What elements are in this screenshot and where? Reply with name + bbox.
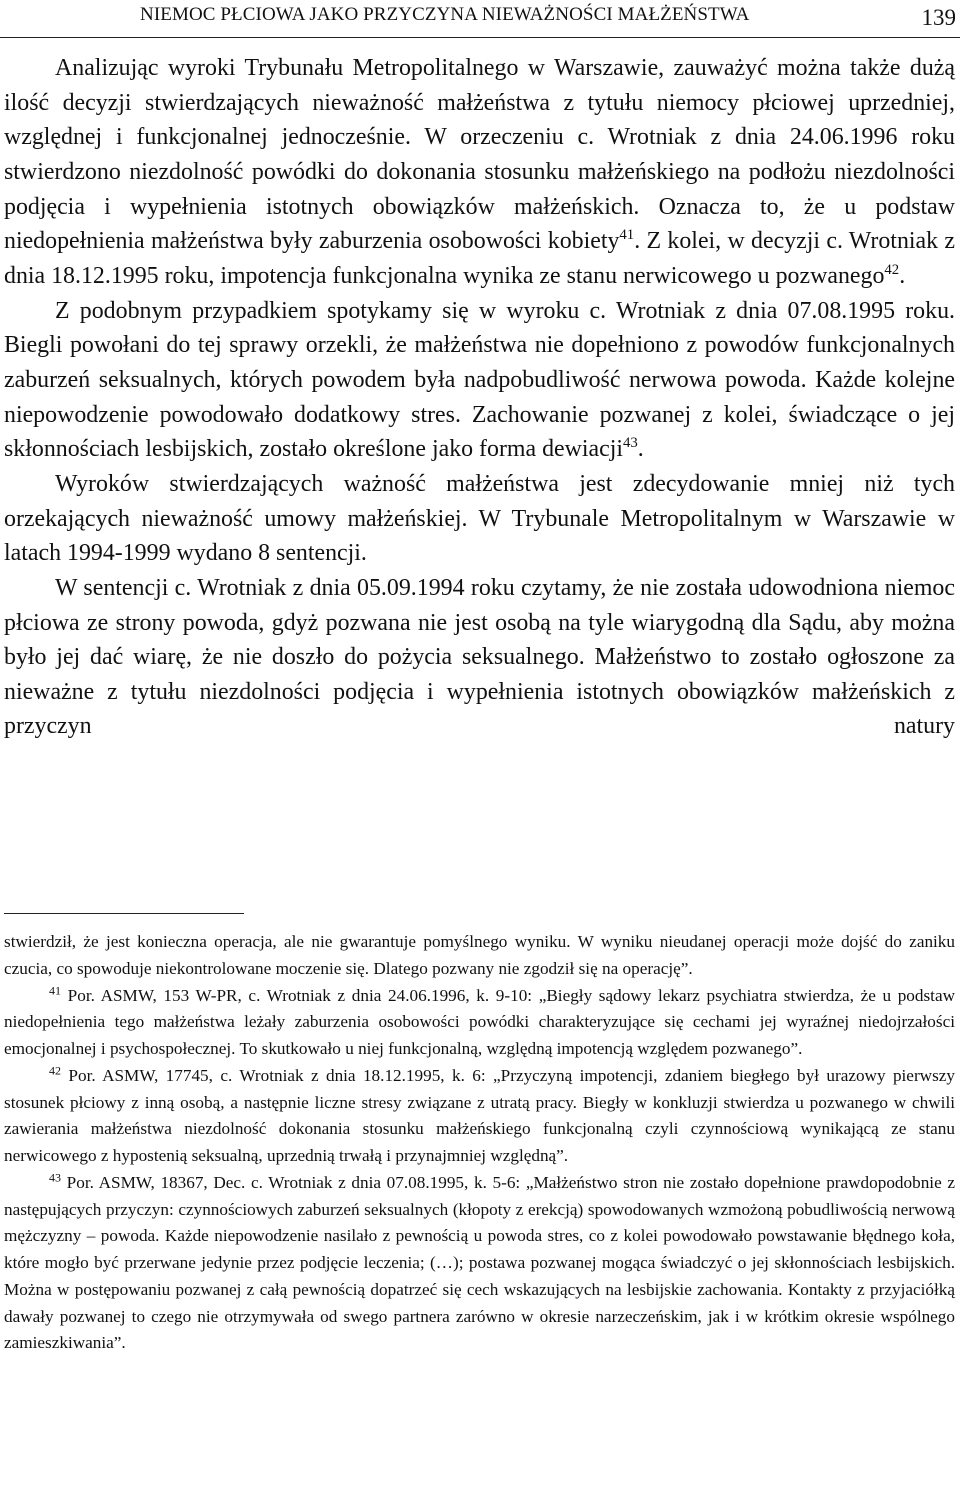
paragraph-4-line-2: udowodniona niemoc płciowa ze strony powoda, gdyż pozwana nie jest osobą na [4,574,955,636]
footnote-42 [4,1063,955,1170]
footnote-43-marker: 43 [49,1170,62,1185]
paragraph-2-text-b: . [637,436,644,463]
main-text [4,51,955,744]
paragraph-4-line-3: tyle wiarygodną dla Sądu, aby można było jej dać wiarę, że nie doszło do pożycia [4,609,955,671]
footnote-continued: stwierdził, że jest konieczna operacja, ale nie gwarantuje pomyślnego wyniku. W wyniku nieudanej operacji może dojść do zaniku czucia, co spowoduje niekontrolowane moczenie się. Dlatego pozwany nie zgodził się na operację”. [4,932,955,978]
paragraph-1 [4,51,955,294]
footnotes [4,929,955,1357]
paragraph-2-text-a: Z podobnym przypadkiem spotykamy się w wyroku c. Wrotniak z dnia 07.08.1995 roku. Biegli powołani do tej sprawy orzekli, że małżeństwa nie dopełniono z powodów funkcjonalnych zaburzeń seksualnych, których powodem była nadpobudliwość nerwowa powoda. Każde kolejne niepowodzenie powodowało dodatkowy stres. Zachowanie pozwanej z kolei, świadczące o jej skłonnościach lesbijskich, zostało określone jako forma dewiacji [4,297,955,463]
footnote-42-text: Por. ASMW, 17745, c. Wrotniak z dnia 18.12.1995, k. 6: „Przyczyną impotencji, zdaniem biegłego był urazowy pierwszy stosunek płciowy z inną osobą, a następnie liczne stresy związane z utratą pracy. Biegły w konkluzji stwierdza u pozwanego w chwili zawierania małżeństwa niezdolność dokonania stosunku małżeńskiego funkcjonalną czyli czynnościową wynikającą ze stanu nerwicowego z hypostenią seksualną, uprzednią trwałą i przynajmniej względną”. [4,1065,955,1165]
header-rule [0,37,960,38]
footnote-42-marker: 42 [49,1063,62,1078]
running-header [0,0,960,40]
paragraph-1-text-a: Analizując wyroki Trybunału Metropolitalnego w Warszawie, zauważyć można także dużą ilość decyzji stwierdzających nieważność małżeństwa z tytułu niemocy płciowej uprzedniej, względnej i funkcjonalnej jednocześnie. W orzeczeniu c. Wrotniak z dnia 24.06.1996 roku stwierdzono niezdolność powódki do dokonania stosunku małżeńskiego na podłożu niezdolności podjęcia i wypełnienia istotnych obowiązków małżeńskich. Oznacza to, że u podstaw niedopełnienia małżeństwa były zaburzenia osobowości kobiety [4,55,955,255]
footnote-ref-43[interactable]: 43 [623,435,638,452]
paragraph-1-text-b: . Z kolei, w decyzji c. Wrotniak z dnia 18.12.1995 roku, impotencja funkcjonalna wynika ze stanu nerwicowego u pozwanego [4,228,955,289]
paragraph-4-line-1: W sentencji c. Wrotniak z dnia 05.09.1994 roku czytamy, że nie została [55,574,742,601]
footnote-separator [4,913,244,914]
page-number: 139 [921,5,956,30]
footnote-ref-42[interactable]: 42 [884,261,900,278]
footnote-43 [4,1170,955,1357]
paragraph-4 [4,571,955,744]
paragraph-4-line-5: podjęcia i wypełnienia istotnych obowiązków małżeńskich z przyczyn natury [4,678,955,740]
paragraph-4-line-4: seksualnego. Małżeństwo to zostało ogłoszone za nieważne z tytułu niezdolności [4,644,955,705]
footnote-41-text: Por. ASMW, 153 W-PR, c. Wrotniak z dnia 24.06.1996, k. 9-10: „Biegły sądowy lekarz psychiatra stwierdza, że u podstaw niedopełnienia tego małżeństwa leżały zaburzenia osobowości powódki charakteryzujące się cechami jej wyraźnej niedojrzałości emocjonalnej i psychospołecznej. To skutkowało u niej funkcjonalną, względną impotencją względem pozwanego”. [4,985,955,1058]
running-title: NIEMOC PŁCIOWA JAKO PRZYCZYNA NIEWAŻNOŚCI MAŁŻEŃSTWA [140,4,750,25]
paragraph-3: Wyroków stwierdzających ważność małżeństwa jest zdecydowanie mniej niż tych orzekających nieważność umowy małżeńskiej. W Trybunale Metropolitalnym w Warszawie w latach 1994-1999 wydano 8 sentencji. [4,470,955,567]
footnote-41 [4,983,955,1063]
paragraph-2 [4,294,955,467]
paragraph-1-text-c: . [899,262,906,289]
footnote-ref-41[interactable]: 41 [619,227,635,244]
footnote-41-marker: 41 [49,982,62,997]
footnote-43-text: Por. ASMW, 18367, Dec. c. Wrotniak z dnia 07.08.1995, k. 5-6: „Małżeństwo stron nie zostało dopełnione prawdopodobnie z następujących przyczyn: czynnościowych zaburzeń seksualnych (kłopoty z erekcją) spowodowanych wzmożoną pobudliwością nerwową mężczyzny – powoda. Każde niepowodzenie nasilało z pewnością u powoda stres, co z kolei powodowało powstawanie błędnego koła, które mogło być przerwane jedynie przez podjęcie leczenia; (…); postawa pozwanej mogąca świadczyć o jej skłonnościach lesbijskich. Można w postępowaniu pozwanej z całą pewnością dopatrzeć się cech wskazujących na lesbijskie zachowania. Kontakty z przyjaciółką dawały pozwanej to czego nie otrzymywała od swego partnera zarówno w okresie narzeczeńskim, jak i w krótkim okresie wspólnego zamieszkiwania”. [4,1172,955,1353]
